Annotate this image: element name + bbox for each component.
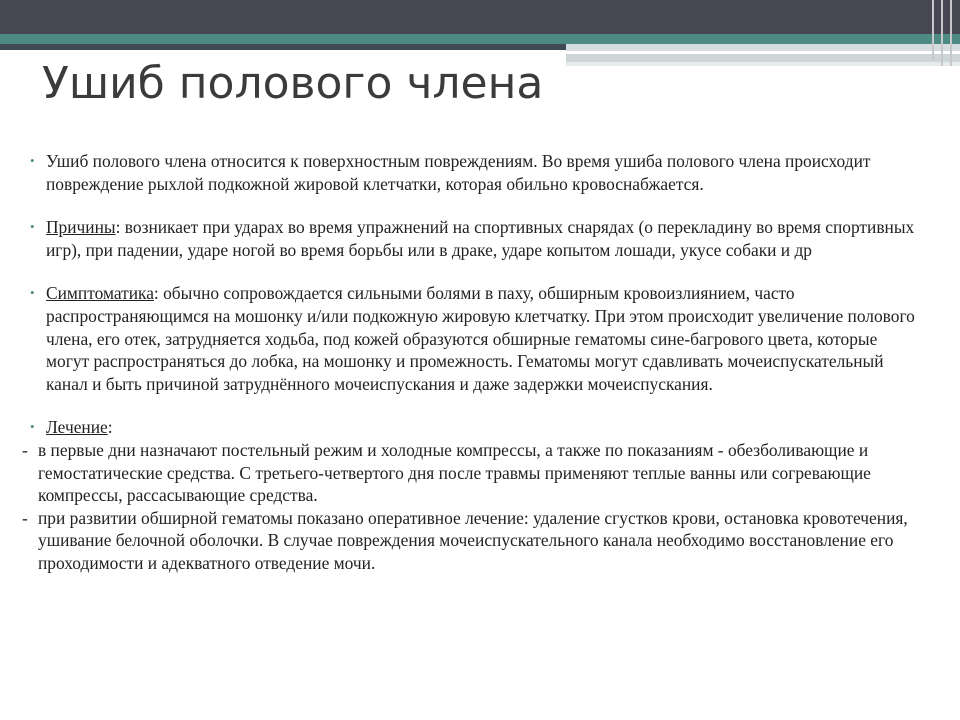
dark-ribbon: [0, 44, 566, 50]
corner-stripe-2: [941, 0, 943, 66]
treatment-step-1: [22, 439, 916, 507]
teal-accent-band: [0, 34, 960, 44]
light-ribbon-lower: [566, 62, 960, 66]
treatment-step-2: [22, 507, 916, 575]
corner-stripe-3: [950, 0, 952, 66]
treatment-step-2-text: при развитии обширной гематомы показано оперативное лечение: удаление сгустков крови, остановка кровотечения, ушивание белочной оболочки. В случае повреждения мочеиспускательного канала необходимо восстановление его проходимости и адекватного отведение мочи.: [38, 507, 908, 573]
causes-item: [30, 216, 916, 261]
bullet-marker: •: [30, 285, 35, 301]
treatment-step-1-text: в первые дни назначают постельный режим и холодные компрессы, а также по показаниям - обезболивающие и гемостатические средства. С третьего-четвертого дня после травмы применяют теплые ванны или согревающие компрессы, рассасывающие средства.: [38, 439, 871, 506]
bullet-marker: •: [30, 219, 35, 235]
light-ribbon-middle: [566, 54, 960, 62]
intro-item: [30, 150, 916, 195]
symptoms-label: Симптоматика: [46, 283, 154, 304]
intro-text: Ушиб полового члена относится к поверхностным повреждениям. Во время ушиба полового члена происходит повреждение рыхлой подкожной жировой клетчатки, которая обильно кровоснабжается.: [46, 151, 871, 194]
slide-body: [22, 150, 916, 575]
treatment-colon: :: [107, 417, 113, 438]
top-header-bar: [0, 0, 960, 34]
causes-text: : возникает при ударах во время упражнений на спортивных снарядах (о перекладину во время спортивных игр), при падении, ударе ногой во время борьбы или в драке, ударе копытом лошади, укусе собаки и др: [46, 217, 915, 260]
bullet-marker: •: [30, 153, 35, 168]
slide-title: Ушиб полового члена: [42, 58, 544, 109]
treatment-label: Лечение: [46, 417, 108, 438]
causes-label: Причины: [46, 217, 116, 238]
symptoms-item: [30, 282, 916, 395]
light-ribbon-upper: [566, 44, 960, 51]
dash-marker: -: [22, 507, 28, 528]
symptoms-text: : обычно сопровождается сильными болями в паху, обширным кровоизлиянием, часто распространяющимся на мошонку и/или подкожную жировую клетчатку. При этом происходит увеличение полового члена, его отек, затрудняется ходьба, под кожей образуются обширные гематомы сине-багрового цвета, которые могут распространяться до лобка, на мошонку и промежность. Гематомы могут сдавливать мочеиспускательный канал и быть причиной затруднённого мочеиспускания и даже задержки мочеиспускания.: [46, 283, 915, 394]
dash-marker: -: [22, 439, 28, 460]
bullet-marker: •: [30, 419, 35, 435]
treatment-item: [30, 416, 916, 439]
corner-stripe-1: [932, 0, 934, 60]
